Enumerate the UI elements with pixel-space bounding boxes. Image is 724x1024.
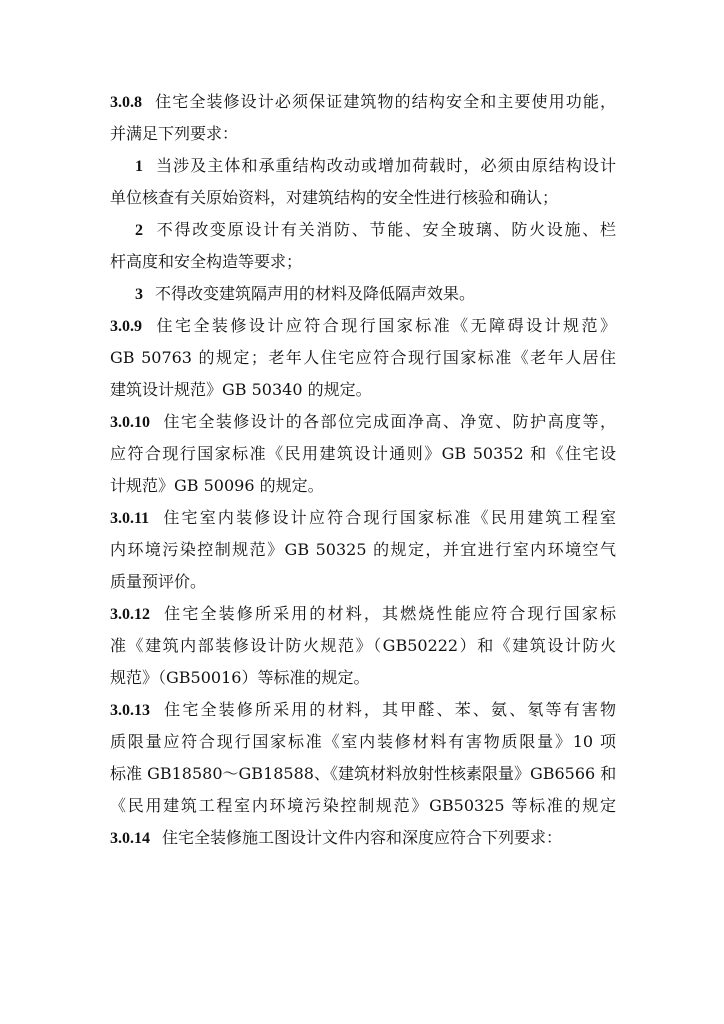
clause-line (110, 598, 616, 630)
item-text: 单位核查有关原始资料，对建筑结构的安全性进行核验和确认； (110, 188, 559, 207)
clause-text: 住宅全装修设计应符合现行国家标准《无障碍设计规范》 (154, 316, 616, 335)
clause-line (110, 630, 616, 662)
item-text: 当涉及主体和承重结构改动或增加荷载时，必须由原结构设计 (155, 156, 616, 175)
clause-text: 《民用建筑工程室内环境污染控制规范》GB50325 等标准的规定 (110, 796, 616, 815)
clause-line (110, 118, 616, 150)
clause-line (110, 758, 616, 790)
clause-text: GB 50763 的规定；老年人住宅应符合现行国家标准《老年人居住 (110, 348, 616, 367)
clause-text: 住宅全装修设计必须保证建筑物的结构安全和主要使用功能， (154, 92, 616, 111)
clause-line (110, 310, 616, 342)
item-line (110, 182, 616, 214)
clause-line (110, 502, 616, 534)
clause-text: 住宅全装修所采用的材料，其甲醛、苯、氨、氡等有害物 (162, 700, 616, 719)
clause-text: 准《建筑内部装修设计防火规范》（GB50222）和《建筑设计防火 (110, 636, 616, 655)
item-text: 不得改变建筑隔声用的材料及降低隔声效果。 (155, 284, 476, 303)
clause-line (110, 662, 616, 694)
item-number: 3 (135, 286, 143, 303)
clause-line (110, 790, 616, 822)
clause-line (110, 438, 616, 470)
clause-line (110, 374, 616, 406)
clause-text: 质量预评价。 (110, 572, 207, 591)
clause-number: 3.0.12 (110, 606, 150, 623)
clause-number: 3.0.8 (110, 94, 142, 111)
clause-text: 内环境污染控制规范》GB 50325 的规定，并宜进行室内环境空气 (110, 540, 616, 559)
document-page (110, 86, 616, 854)
clause-number: 3.0.10 (110, 414, 150, 431)
clause-number: 3.0.11 (110, 510, 150, 527)
clause-line (110, 470, 616, 502)
clause-text: 规范》（GB50016）等标准的规定。 (110, 668, 370, 687)
clause-text: 并满足下列要求： (110, 124, 239, 143)
clause-line (110, 566, 616, 598)
item-number: 2 (135, 222, 143, 239)
item-line (110, 214, 616, 246)
clause-number: 3.0.13 (110, 702, 150, 719)
clause-line (110, 694, 616, 726)
clause-line (110, 86, 616, 118)
clause-text: 计规范》GB 50096 的规定。 (110, 476, 324, 495)
item-text: 杆高度和安全构造等要求； (110, 252, 303, 271)
clause-number: 3.0.9 (110, 318, 142, 335)
clause-text: 住宅全装修施工图设计文件内容和深度应符合下列要求： (162, 828, 563, 847)
clause-text: 标准 GB18580～GB18588、《建筑材料放射性核素限量》GB6566 和 (110, 764, 617, 783)
item-text: 不得改变原设计有关消防、节能、安全玻璃、防火设施、栏 (155, 220, 616, 239)
clause-text: 应符合现行国家标准《民用建筑设计通则》GB 50352 和《住宅设 (110, 444, 616, 463)
clause-text: 质限量应符合现行国家标准《室内装修材料有害物质限量》10 项 (110, 732, 616, 751)
clause-text: 住宅全装修设计的各部位完成面净高、净宽、防护高度等， (162, 412, 616, 431)
item-number: 1 (135, 158, 143, 175)
clause-line (110, 534, 616, 566)
clause-line (110, 406, 616, 438)
clause-line (110, 726, 616, 758)
clause-line (110, 822, 616, 854)
item-line (110, 278, 616, 310)
item-line (110, 150, 616, 182)
item-line (110, 246, 616, 278)
clause-line (110, 342, 616, 374)
clause-text: 建筑设计规范》GB 50340 的规定。 (110, 380, 372, 399)
clause-number: 3.0.14 (110, 830, 150, 847)
clause-text: 住宅全装修所采用的材料，其燃烧性能应符合现行国家标 (162, 604, 616, 623)
clause-text: 住宅室内装修设计应符合现行国家标准《民用建筑工程室 (161, 508, 616, 527)
